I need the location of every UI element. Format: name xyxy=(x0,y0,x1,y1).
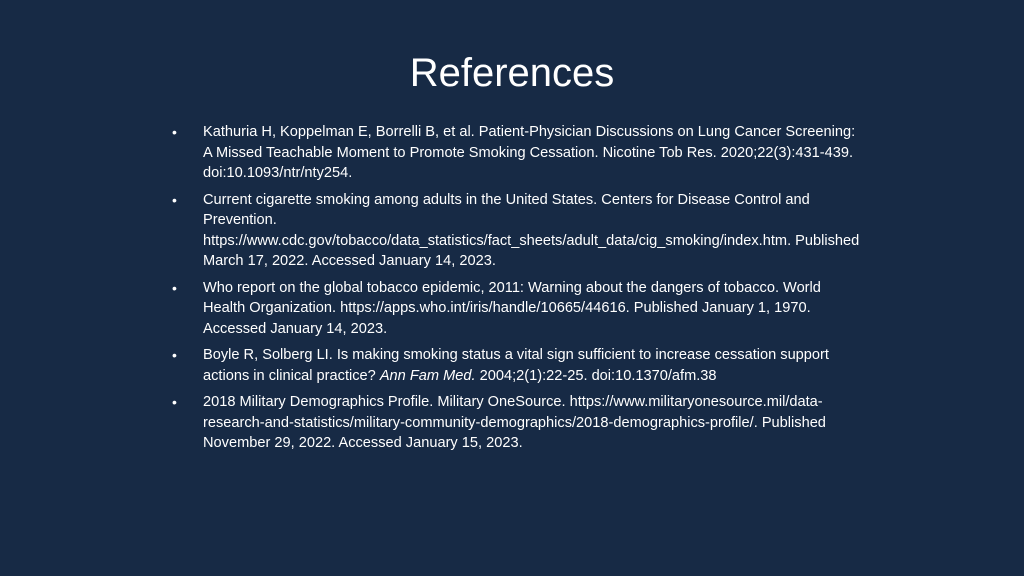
bullet-icon: • xyxy=(172,394,177,410)
reference-text: 2018 Military Demographics Profile. Military OneSource. https://www.militaryonesource.mil/data-research-and-statistics/military-community-demographics/2018-demographics-profile/. Published November 29, 2022. Accessed January 15, 2023. xyxy=(203,394,826,451)
reference-item xyxy=(170,190,860,272)
reference-item xyxy=(170,345,860,386)
journal-name: Ann Fam Med. xyxy=(379,367,476,384)
reference-text-before: Boyle R, Solberg LI. Is making smoking status a vital sign sufficient to increase cessation support actions in clinical practice? xyxy=(203,347,829,384)
bullet-icon: • xyxy=(172,191,177,208)
bullet-icon: • xyxy=(172,347,177,363)
reference-text: Who report on the global tobacco epidemic, 2011: Warning about the dangers of tobacco. World Health Organization. https://apps.who.int/iris/handle/10665/44616. Published January 1, 1970. Accessed January 14, 2023. xyxy=(203,279,821,337)
bullet-icon: • xyxy=(172,124,177,140)
reference-text xyxy=(203,345,860,386)
reference-text: Current cigarette smoking among adults in the United States. Centers for Disease Control and Prevention. https://www.cdc.gov/tobacco/data_statistics/fact_sheets/adult_data/cig_smoking/index.htm. Published March 17, 2022. Accessed January 14, 2023. xyxy=(203,191,860,269)
slide-title: References xyxy=(409,51,615,95)
reference-item xyxy=(170,392,860,454)
bullet-icon: • xyxy=(172,279,177,296)
reference-text-after: 2004;2(1):22-25. doi:10.1370/afm.38 xyxy=(475,367,717,384)
reference-list xyxy=(170,122,860,460)
reference-item xyxy=(170,122,860,184)
reference-item xyxy=(170,278,860,340)
reference-text: Kathuria H, Koppelman E, Borrelli B, et al. Patient-Physician Discussions on Lung Cancer Screening: A Missed Teachable Moment to Promote Smoking Cessation. Nicotine Tob Res. 2020;22(3):431-439. doi:10.1093/ntr/nty254. xyxy=(203,124,856,181)
